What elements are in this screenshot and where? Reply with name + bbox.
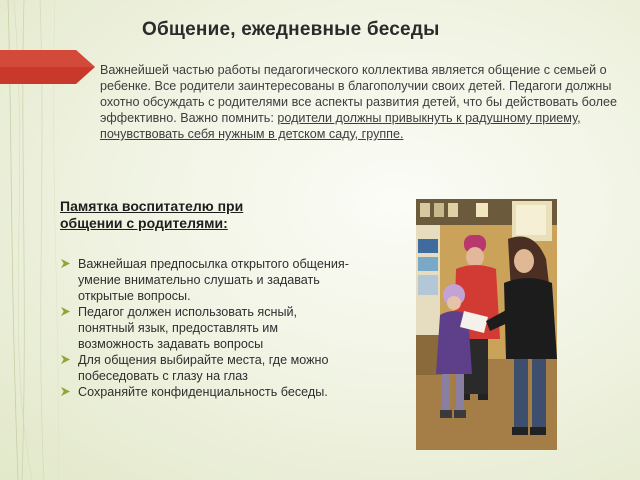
arrowhead-bullet-icon xyxy=(60,306,71,317)
arrowhead-bullet-icon xyxy=(60,258,71,269)
list-item xyxy=(60,352,350,384)
intro-underlined-text: родители должны привыкнуть к радушному приему, почувствовать себя нужным в детском саду, группе. xyxy=(100,111,581,141)
memo-list xyxy=(60,256,350,400)
memo-item-text: Педагог должен использовать ясный, понятный язык, предоставлять им возможность задавать вопросы xyxy=(78,305,298,351)
memo-item-text: Сохраняйте конфиденциальность беседы. xyxy=(78,385,328,399)
intro-paragraph xyxy=(100,62,630,142)
list-item xyxy=(60,304,350,352)
page-title: Общение, ежедневные беседы xyxy=(142,19,440,40)
photo-teacher-parent-child xyxy=(416,199,557,450)
list-item xyxy=(60,384,350,400)
memo-item-text: Важнейшая предпосылка открытого общения-умение внимательно слушать и задавать открытые вопросы. xyxy=(78,257,349,303)
memo-item-text: Для общения выбирайте места, где можно побеседовать с глазу на глаз xyxy=(78,353,329,383)
memo-heading: Памятка воспитателю при общении с родителями: xyxy=(60,198,244,231)
intro-text: Важнейшей частью работы педагогического коллектива является общение с семьей о ребенке. Все родители заинтересованы в благополучии своих детей. Педагоги должны охотно обсуждать с родителями все аспекты развития детей, что бы действовать более эффективно. Важно помнить: xyxy=(100,63,617,125)
list-item xyxy=(60,256,350,304)
arrowhead-bullet-icon xyxy=(60,386,71,397)
arrowhead-bullet-icon xyxy=(60,354,71,365)
red-arrow-tab xyxy=(0,50,95,84)
